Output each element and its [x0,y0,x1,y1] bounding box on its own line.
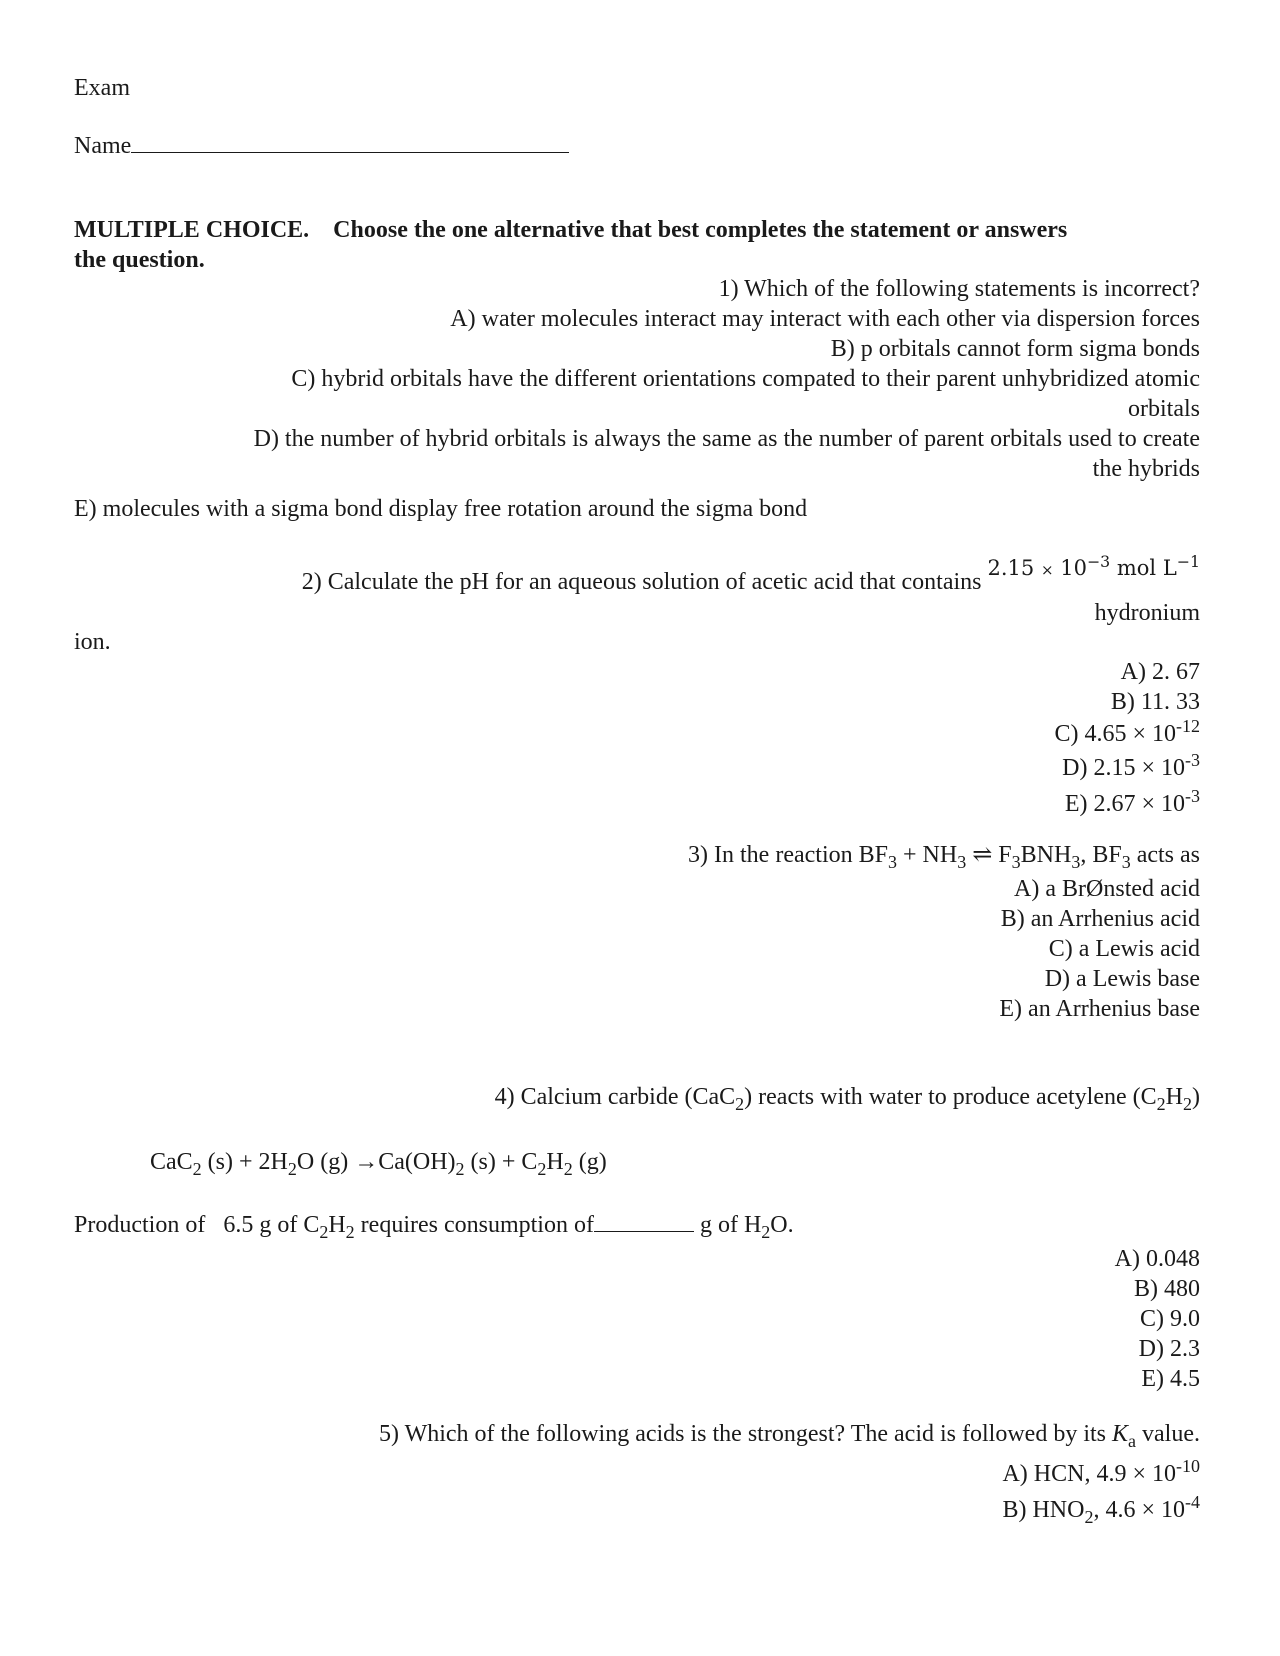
q4-option-b[interactable]: B) 480 [1134,1276,1200,1302]
q2-option-c[interactable]: C) $4.65 \times 10^{-12}$ [1054,716,1200,747]
q2-option-b[interactable]: B) 11. 33 [1110,689,1200,715]
q4-equation: CaC$_2$ $(s) + 2H_2O$ $(g) \to Ca(OH)_2$ $(s) + C_2H_2$ (g) [150,1149,607,1179]
q2-stem-line1 [301,552,1200,595]
q3-option-c[interactable]: C) a Lewis acid [1048,936,1200,962]
q2-stem: 2) Calculate the pH for an aqueous solution of acetic acid that contains [301,569,982,595]
q1-option-e[interactable]: E) molecules with a sigma bond display free rotation around the sigma bond [74,496,808,522]
q4-production: Production of 6.5 g of $C_2H_2$ requires consumption of g of $H_2O$. [74,1212,794,1242]
q1-stem: 1) Which of the following statements is incorrect? [718,276,1200,302]
q5-option-b[interactable]: B) $HNO_2$, $4.6 \times 10^{-4}$ [1002,1492,1200,1527]
instructions-line1 [74,218,1067,242]
reaction-arrow-icon: → [354,1149,379,1175]
q4-option-c[interactable]: C) 9.0 [1140,1306,1200,1332]
q1-option-a[interactable]: A) water molecules interact may interact with each other via dispersion forces [450,306,1200,332]
q4-option-a[interactable]: A) 0.048 [1114,1246,1200,1272]
q1-option-d-line2[interactable]: the hybrids [1092,456,1200,482]
instructions-text: Choose the one alternative that best completes the statement or answers [333,217,1068,243]
q1-option-c-line1[interactable]: C) hybrid orbitals have the different orientations compated to their parent unhybridized atomic [291,366,1200,392]
q2-concentration: $2.15 \times 10^{-3}$ mol $L^{-1}$ [987,552,1200,580]
exam-title: Exam [74,75,130,101]
q5-stem: 5) Which of the following acids is the strongest? The acid is followed by its $K_a$ value. [379,1421,1200,1451]
instructions-line2: the question. [74,247,205,273]
instructions-lead: MULTIPLE CHOICE. [74,217,310,243]
q1-option-c-line2[interactable]: orbitals [1128,396,1200,422]
q4-option-d[interactable]: D) 2.3 [1138,1336,1200,1362]
q2-option-a[interactable]: A) 2. 67 [1120,659,1200,685]
q1-option-b[interactable]: B) p orbitals cannot form sigma bonds [830,336,1200,362]
q2-option-e[interactable]: E) $2.67 \times 10^{-3}$ [1064,786,1200,817]
q2-stem-line2: hydronium [1094,600,1200,626]
name-label: Name [74,133,132,159]
q4-option-e[interactable]: E) 4.5 [1141,1366,1200,1392]
q3-option-b[interactable]: B) an Arrhenius acid [1000,906,1200,932]
q2-option-d[interactable]: D) $2.15 \times 10^{-3}$ [1062,750,1200,781]
q3-option-e[interactable]: E) an Arrhenius base [999,996,1200,1022]
name-line [74,134,569,158]
q3-stem: 3) In the reaction $BF_3 + NH_3$ ⇌ $F_3BNH_3$, $BF_3$ acts as [688,842,1200,872]
q3-option-a[interactable]: A) a BrØnsted acid [1014,876,1200,902]
q5-option-a[interactable]: A) HCN, $4.9 \times 10^{-10}$ [1002,1456,1200,1487]
q4-answer-blank[interactable] [594,1231,694,1232]
q2-stem-line3: ion. [74,629,111,655]
q4-stem: 4) Calcium carbide (CaC$_2$) reacts with water to produce acetylene $(C_2H_2)$ [494,1084,1200,1114]
q1-option-d-line1[interactable]: D) the number of hybrid orbitals is always the same as the number of parent orbitals used to create [253,426,1200,452]
name-blank[interactable] [131,152,569,153]
q3-option-d[interactable]: D) a Lewis base [1044,966,1200,992]
